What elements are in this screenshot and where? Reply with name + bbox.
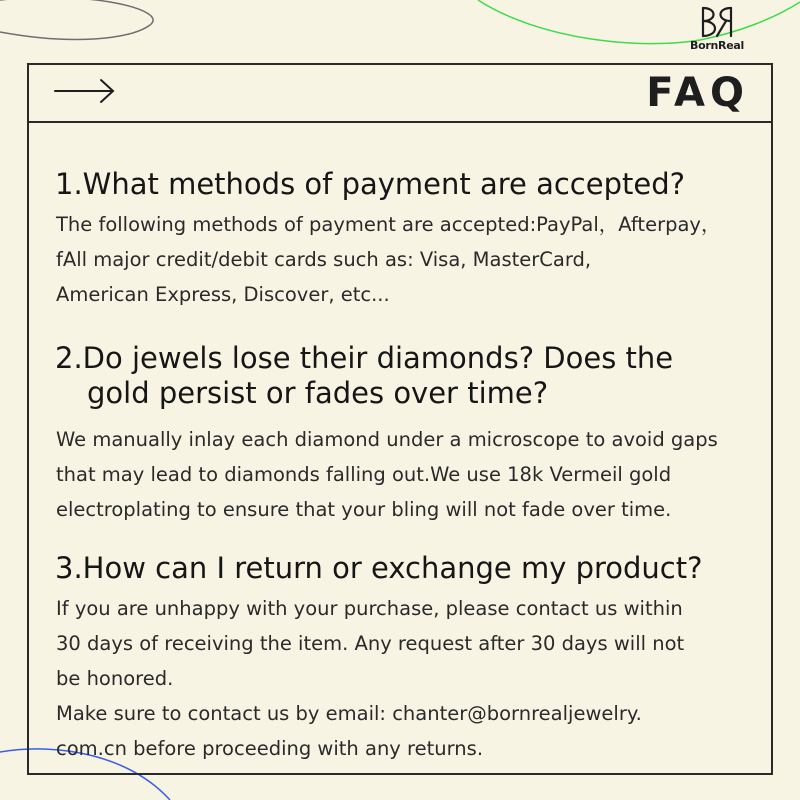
question-3 <box>55 551 703 586</box>
answer-3-line-1: If you are unhappy with your purchase, please contact us within <box>56 597 683 620</box>
answer-3-line-4: Make sure to contact us by email: chanter@bornrealjewelry. <box>56 702 642 725</box>
answer-2 <box>56 422 718 527</box>
question-1-text: 1.What methods of payment are accepted? <box>55 167 686 201</box>
answer-1-line-2: fAll major credit/debit cards such as: Visa, MasterCard, <box>56 248 592 271</box>
question-1 <box>55 167 685 202</box>
question-2 <box>55 341 673 411</box>
question-2-line-2: gold persist or fades over time? <box>87 376 549 410</box>
answer-3-line-3: be honored. <box>56 667 174 690</box>
answer-2-line-3: electroplating to ensure that your bling will not fade over time. <box>56 498 672 521</box>
answer-1-line-1: The following methods of payment are accepted:PayPal，Afterpay， <box>56 213 721 236</box>
gray-arc-decoration <box>0 0 153 39</box>
answer-2-line-2: that may lead to diamonds falling out.We use 18k Vermeil gold <box>56 463 672 486</box>
brand-name: BornReal <box>690 39 744 52</box>
question-2-line-1: 2.Do jewels lose their diamonds? Does the <box>55 341 674 375</box>
answer-1-line-3: American Express, Discover, etc... <box>56 283 390 306</box>
answer-3 <box>56 591 684 766</box>
faq-card <box>27 63 773 775</box>
answer-3-line-2: 30 days of receiving the item. Any request after 30 days will not <box>56 632 685 655</box>
answer-2-line-1: We manually inlay each diamond under a microscope to avoid gaps <box>56 428 718 451</box>
faq-header <box>29 65 771 123</box>
right-arrow-icon <box>53 76 117 106</box>
answer-3-line-5: com.cn before proceeding with any returns. <box>56 737 484 760</box>
page-title: FAQ <box>646 70 749 116</box>
br-monogram-icon <box>697 4 737 40</box>
brand-logo <box>683 4 751 58</box>
answer-1 <box>56 207 720 312</box>
question-3-text: 3.How can I return or exchange my product? <box>55 551 703 585</box>
green-arc-decoration <box>478 0 800 44</box>
